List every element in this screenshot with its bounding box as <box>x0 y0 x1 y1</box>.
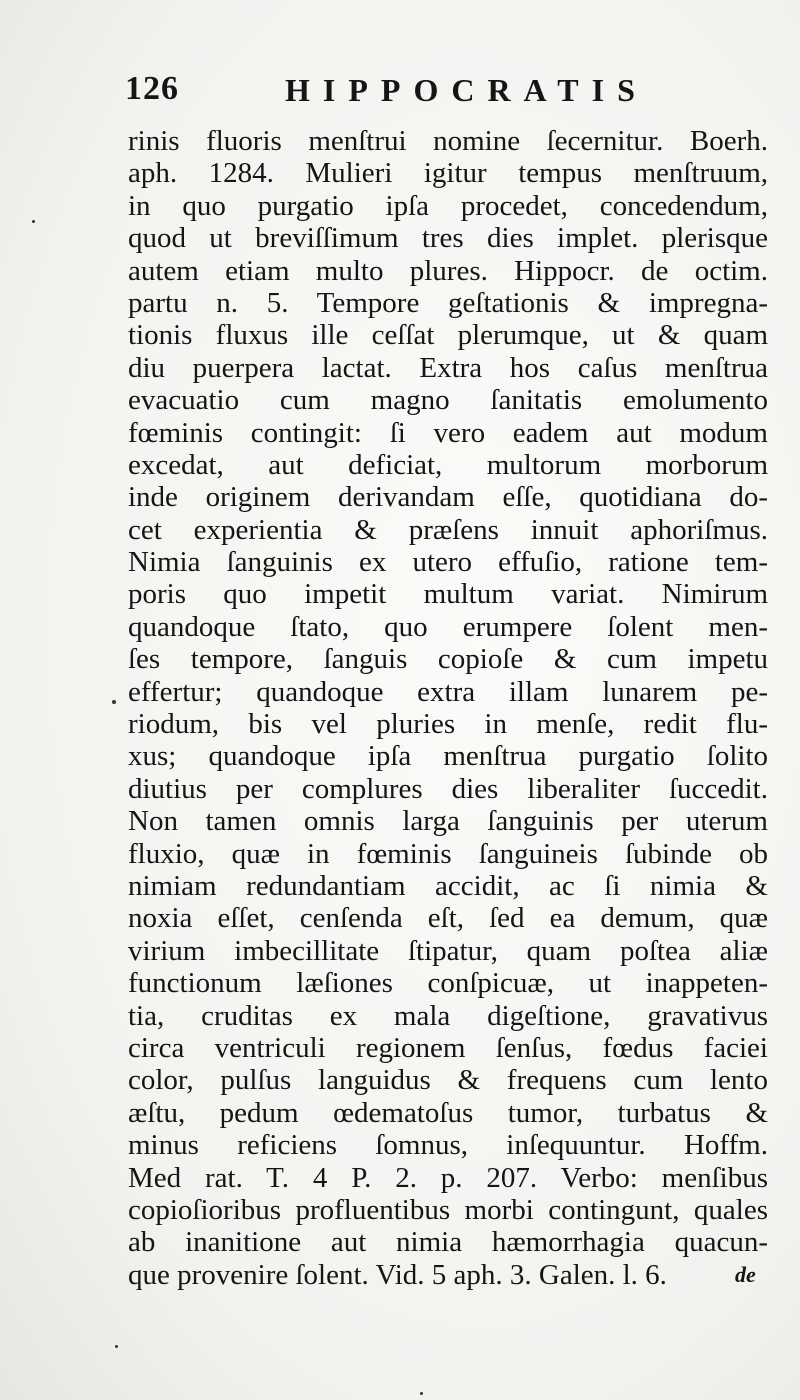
text-line: tia, cruditas ex mala digeſtione, gravativus <box>128 999 768 1032</box>
text-line: virium imbecillitate ſtipatur, quam poſtea aliæ <box>128 934 768 967</box>
text-line: circa ventriculi regionem ſenſus, fœdus faciei <box>128 1031 768 1064</box>
text-line: Med rat. T. 4 P. 2. p. 207. Verbo: menſibus <box>128 1161 768 1194</box>
text-line: autem etiam multo plures. Hippocr. de octim. <box>128 254 768 287</box>
text-line: xus; quandoque ipſa menſtrua purgatio ſolito <box>128 740 768 773</box>
text-line: quandoque ſtato, quo erumpere ſolent men- <box>128 610 768 643</box>
text-line: fœminis contingit: ſi vero eadem aut modum <box>128 416 768 449</box>
text-line: ab inanitione aut nimia hæmorrhagia quacun- <box>128 1226 768 1259</box>
ink-speck <box>32 220 35 223</box>
ink-speck <box>115 1345 118 1348</box>
text-line: rinis fluoris menſtrui nomine ſecernitur. Boerh. <box>128 125 768 157</box>
page-number: 126 <box>125 70 179 107</box>
running-head <box>125 70 648 120</box>
text-line: poris quo impetit multum variat. Nimirum <box>128 578 768 611</box>
text-line: effertur; quandoque extra illam lunarem pe- <box>128 675 768 708</box>
text-line: riodum, bis vel pluries in menſe, redit flu- <box>128 708 768 741</box>
text-line: quod ut breviſſimum tres dies implet. plerisque <box>128 222 768 255</box>
ink-speck <box>112 700 116 704</box>
text-line: aph. 1284. Mulieri igitur tempus menſtruum, <box>128 157 768 190</box>
text-line: ſes tempore, ſanguis copioſe & cum impetu <box>128 643 768 676</box>
text-line: diu puerpera lactat. Extra hos caſus menſtrua <box>128 351 768 384</box>
text-line: fluxio, quæ in fœminis ſanguineis ſubinde ob <box>128 837 768 870</box>
text-line: que provenire ſolent. Vid. 5 aph. 3. Galen. l. 6. <box>128 1258 667 1291</box>
ink-speck <box>420 1392 423 1395</box>
text-line: inde originem derivandam eſſe, quotidiana do- <box>128 481 768 514</box>
text-line: Nimia ſanguinis ex utero effuſio, ratione tem- <box>128 546 768 579</box>
body-text <box>128 125 768 1291</box>
running-title: HIPPOCRATIS <box>285 72 648 108</box>
text-line: tionis fluxus ille ceſſat plerumque, ut & quam <box>128 319 768 352</box>
catchword: de <box>735 1262 756 1287</box>
text-line: color, pulſus languidus & frequens cum lento <box>128 1064 768 1097</box>
text-line: partu n. 5. Tempore geſtationis & impregna- <box>128 286 768 319</box>
text-line: cet experientia & præſens innuit aphoriſmus. <box>128 513 768 546</box>
text-line: nimiam redundantiam accidit, ac ſi nimia & <box>128 869 768 902</box>
text-line: copioſioribus profluentibus morbi contingunt, quales <box>128 1193 768 1226</box>
text-line: evacuatio cum magno ſanitatis emolumento <box>128 384 768 417</box>
text-line: minus reficiens ſomnus, inſequuntur. Hoffm. <box>128 1129 768 1162</box>
text-line: functionum læſiones conſpicuæ, ut inappeten- <box>128 967 768 1000</box>
text-line: in quo purgatio ipſa procedet, concedendum, <box>128 189 768 222</box>
text-line: excedat, aut deficiat, multorum morborum <box>128 448 768 481</box>
text-line: æſtu, pedum œdematoſus tumor, turbatus & <box>128 1096 768 1129</box>
text-line: Non tamen omnis larga ſanguinis per uterum <box>128 805 768 838</box>
text-line: diutius per complures dies liberaliter ſuccedit. <box>128 772 768 805</box>
text-line: noxia eſſet, cenſenda eſt, ſed ea demum, quæ <box>128 902 768 935</box>
